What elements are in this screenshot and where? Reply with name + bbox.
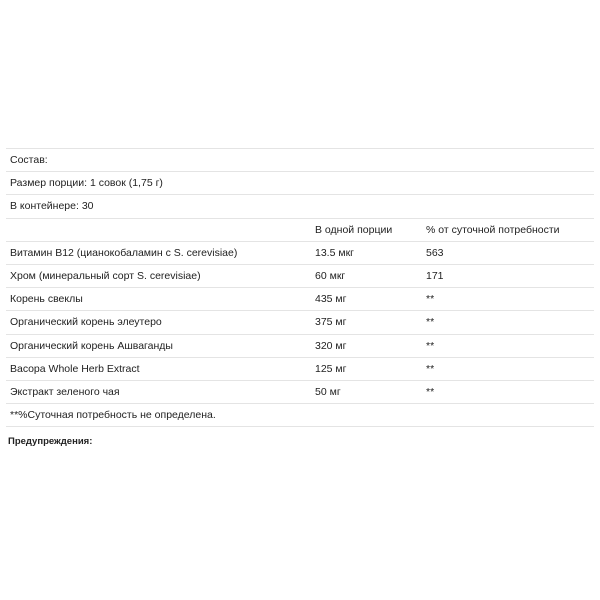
table-row — [6, 264, 594, 287]
serving-size-row — [6, 172, 594, 195]
ingredient-name: Корень свеклы — [6, 288, 311, 311]
ingredient-amount: 13.5 мкг — [311, 241, 422, 264]
ingredient-amount: 60 мкг — [311, 264, 422, 287]
table-row — [6, 311, 594, 334]
ingredient-amount: 375 мг — [311, 311, 422, 334]
table-row — [6, 380, 594, 403]
ingredient-daily-value: 171 — [422, 264, 594, 287]
ingredient-name: Органический корень Ашваганды — [6, 334, 311, 357]
ingredient-amount: 320 мг — [311, 334, 422, 357]
composition-label: Состав: — [6, 149, 594, 172]
servings-per-container-row — [6, 195, 594, 218]
ingredient-name: Хром (минеральный сорт S. cerevisiae) — [6, 264, 311, 287]
column-header-row — [6, 218, 594, 241]
ingredient-name: Витамин B12 (цианокобаламин с S. cerevisiae) — [6, 241, 311, 264]
table-row — [6, 334, 594, 357]
table-row — [6, 288, 594, 311]
supplement-facts-table — [6, 148, 594, 427]
ingredient-amount: 125 мг — [311, 357, 422, 380]
column-header-daily-value: % от суточной потребности — [422, 218, 594, 241]
ingredient-amount: 50 мг — [311, 380, 422, 403]
footnote-row — [6, 404, 594, 427]
composition-row — [6, 149, 594, 172]
ingredient-daily-value: ** — [422, 288, 594, 311]
ingredient-amount: 435 мг — [311, 288, 422, 311]
servings-per-container: В контейнере: 30 — [6, 195, 594, 218]
ingredient-daily-value: ** — [422, 380, 594, 403]
ingredient-daily-value: ** — [422, 311, 594, 334]
ingredient-daily-value: 563 — [422, 241, 594, 264]
ingredient-daily-value: ** — [422, 334, 594, 357]
warnings-heading: Предупреждения: — [8, 436, 93, 447]
serving-size: Размер порции: 1 совок (1,75 г) — [6, 172, 594, 195]
table-row — [6, 357, 594, 380]
ingredient-name: Экстракт зеленого чая — [6, 380, 311, 403]
table-row — [6, 241, 594, 264]
ingredient-daily-value: ** — [422, 357, 594, 380]
column-header-amount: В одной порции — [311, 218, 422, 241]
ingredient-name: Органический корень элеутеро — [6, 311, 311, 334]
footnote: **%Суточная потребность не определена. — [6, 404, 594, 427]
column-header-blank — [6, 218, 311, 241]
ingredient-name: Bacopa Whole Herb Extract — [6, 357, 311, 380]
